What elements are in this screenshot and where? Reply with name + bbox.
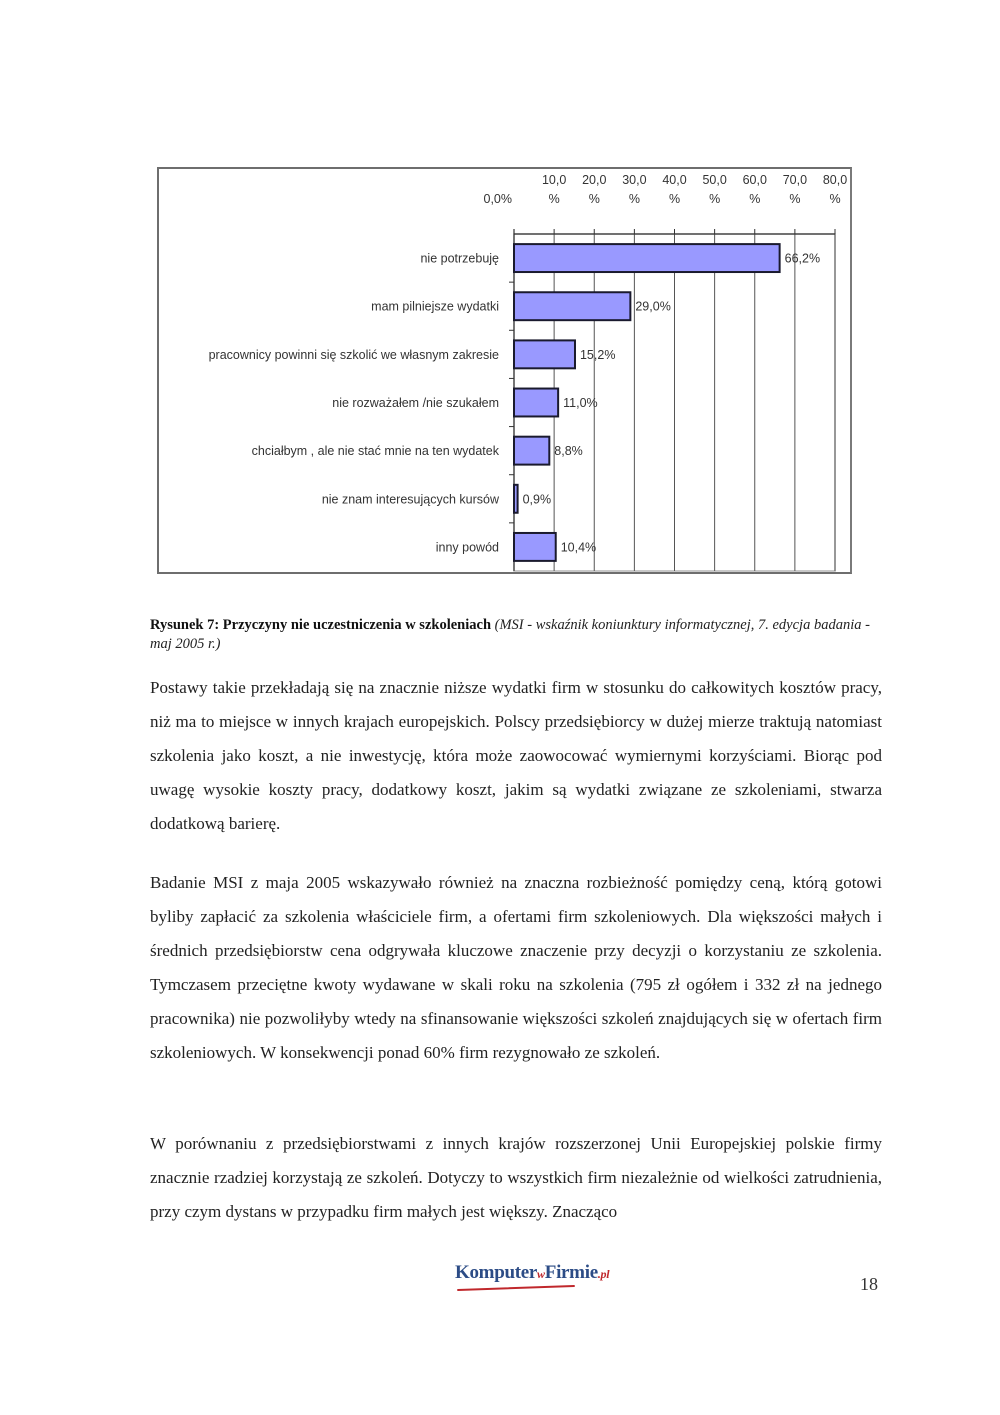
logo-text-second: Firmie [544,1262,598,1283]
data-label: 11,0% [563,396,598,410]
category-label: chciałbym , ale nie stać mnie na ten wydatek [251,444,499,459]
x-tick-label: 40,0 [662,173,687,187]
paragraph-1: Postawy takie przekładają się na znacznie niższe wydatki firm w stosunku do całkowitych kosztów pracy, niż ma to miejsce w innych krajach europejskich. Polscy przedsiębiorcy w dużej mierze traktują natomiast szkolenia jako koszt, a nie inwestycję, która może zaowocować wymiernymi korzyściami. Biorąc pod uwagę wysokie koszty pracy, dodatkowy koszt, jakim są wydatki związane ze szkoleniami, stwarza dodatkową barierę. [150,678,882,833]
x-tick-label-unit: % [709,192,721,206]
komputerwfirmie-logo [455,1262,609,1284]
bar [514,389,558,417]
bar [514,533,556,561]
paragraph-3: W porównaniu z przedsiębiorstwami z innych krajów rozszerzonej Unii Europejskiej polskie firmy znacznie rzadziej korzystają ze szkoleń. Dotyczy to wszystkich firm niezależnie od wielkości zatrudnienia, przy czym dystans w przypadku firm małych jest większy. Znacząco [150,1134,882,1221]
x-tick-label: 60,0 [742,173,767,187]
bar [514,485,518,513]
x-tick-label: 0,0% [483,192,512,206]
data-label: 15,2% [579,347,616,362]
x-tick-label-unit: % [548,192,560,206]
data-label: 29,0% [635,299,671,314]
x-tick-label-unit: % [829,192,841,206]
bar [514,244,780,272]
bar [514,292,630,320]
category-label: mam pilniejsze wydatki [371,299,499,314]
logo-text-suffix: .pl [597,1267,610,1281]
caption-title: Rysunek 7: Przyczyny nie uczestniczenia w szkoleniach [150,617,492,633]
bar [514,340,575,368]
x-tick-label: 70,0 [782,173,808,187]
x-tick-label-unit: % [668,192,681,206]
x-tick-label: 20,0 [582,173,607,187]
page-number: 18 [860,1274,878,1294]
data-label: 66,2% [784,251,821,266]
data-label: 8,8% [554,444,583,459]
bar-chart [159,169,854,576]
category-label: nie rozważałem /nie szukałem [332,396,499,410]
chart-frame [157,167,852,574]
x-tick-label: 10,0 [541,173,567,187]
x-tick-label: 80,0 [822,173,848,187]
data-label: 0,9% [522,492,552,507]
logo-text-w: w [537,1267,545,1281]
category-label: inny powód [435,540,499,555]
x-tick-label-unit: % [749,192,761,206]
x-tick-label: 30,0 [622,173,647,187]
x-tick-label-unit: % [789,192,801,206]
caption-source: (MSI - wskaźnik koniunktury informatycznej, 7. edycja badania - maj 2005 r.) [150,617,870,652]
x-tick-label-unit: % [628,192,640,206]
x-tick-label-unit: % [588,192,600,206]
data-label: 10,4% [560,540,597,555]
x-tick-label: 50,0 [702,173,727,187]
logo-swoosh [457,1285,575,1291]
figure-caption [150,616,885,654]
logo-text-main: Komputer [455,1262,538,1283]
paragraph-2: Badanie MSI z maja 2005 wskazywało również na znaczna rozbieżność pomiędzy ceną, którą gotowi byliby zapłacić za szkolenia właściciele firm, a ofertami firm szkoleniowych. Dla większości małych i średnich przedsiębiorstw cena odgrywała kluczowe znaczenie przy decyzji o korzystaniu ze szkolenia. Tymczasem przeciętne kwoty wydawane w skali roku na szkolenia (795 zł ogółem i 332 zł na jednego pracownika) nie pozwoliłyby wtedy na sfinansowanie większości szkoleń znajdujących się w ofertach firm szkoleniowych. W konsekwencji ponad 60% firm rezygnowało ze szkoleń. [150,873,882,1062]
bar [514,437,549,465]
category-label: nie znam interesujących kursów [321,492,499,507]
category-label: pracownicy powinni się szkolić we własnym zakresie [208,347,499,362]
category-label: nie potrzebuję [420,251,499,266]
